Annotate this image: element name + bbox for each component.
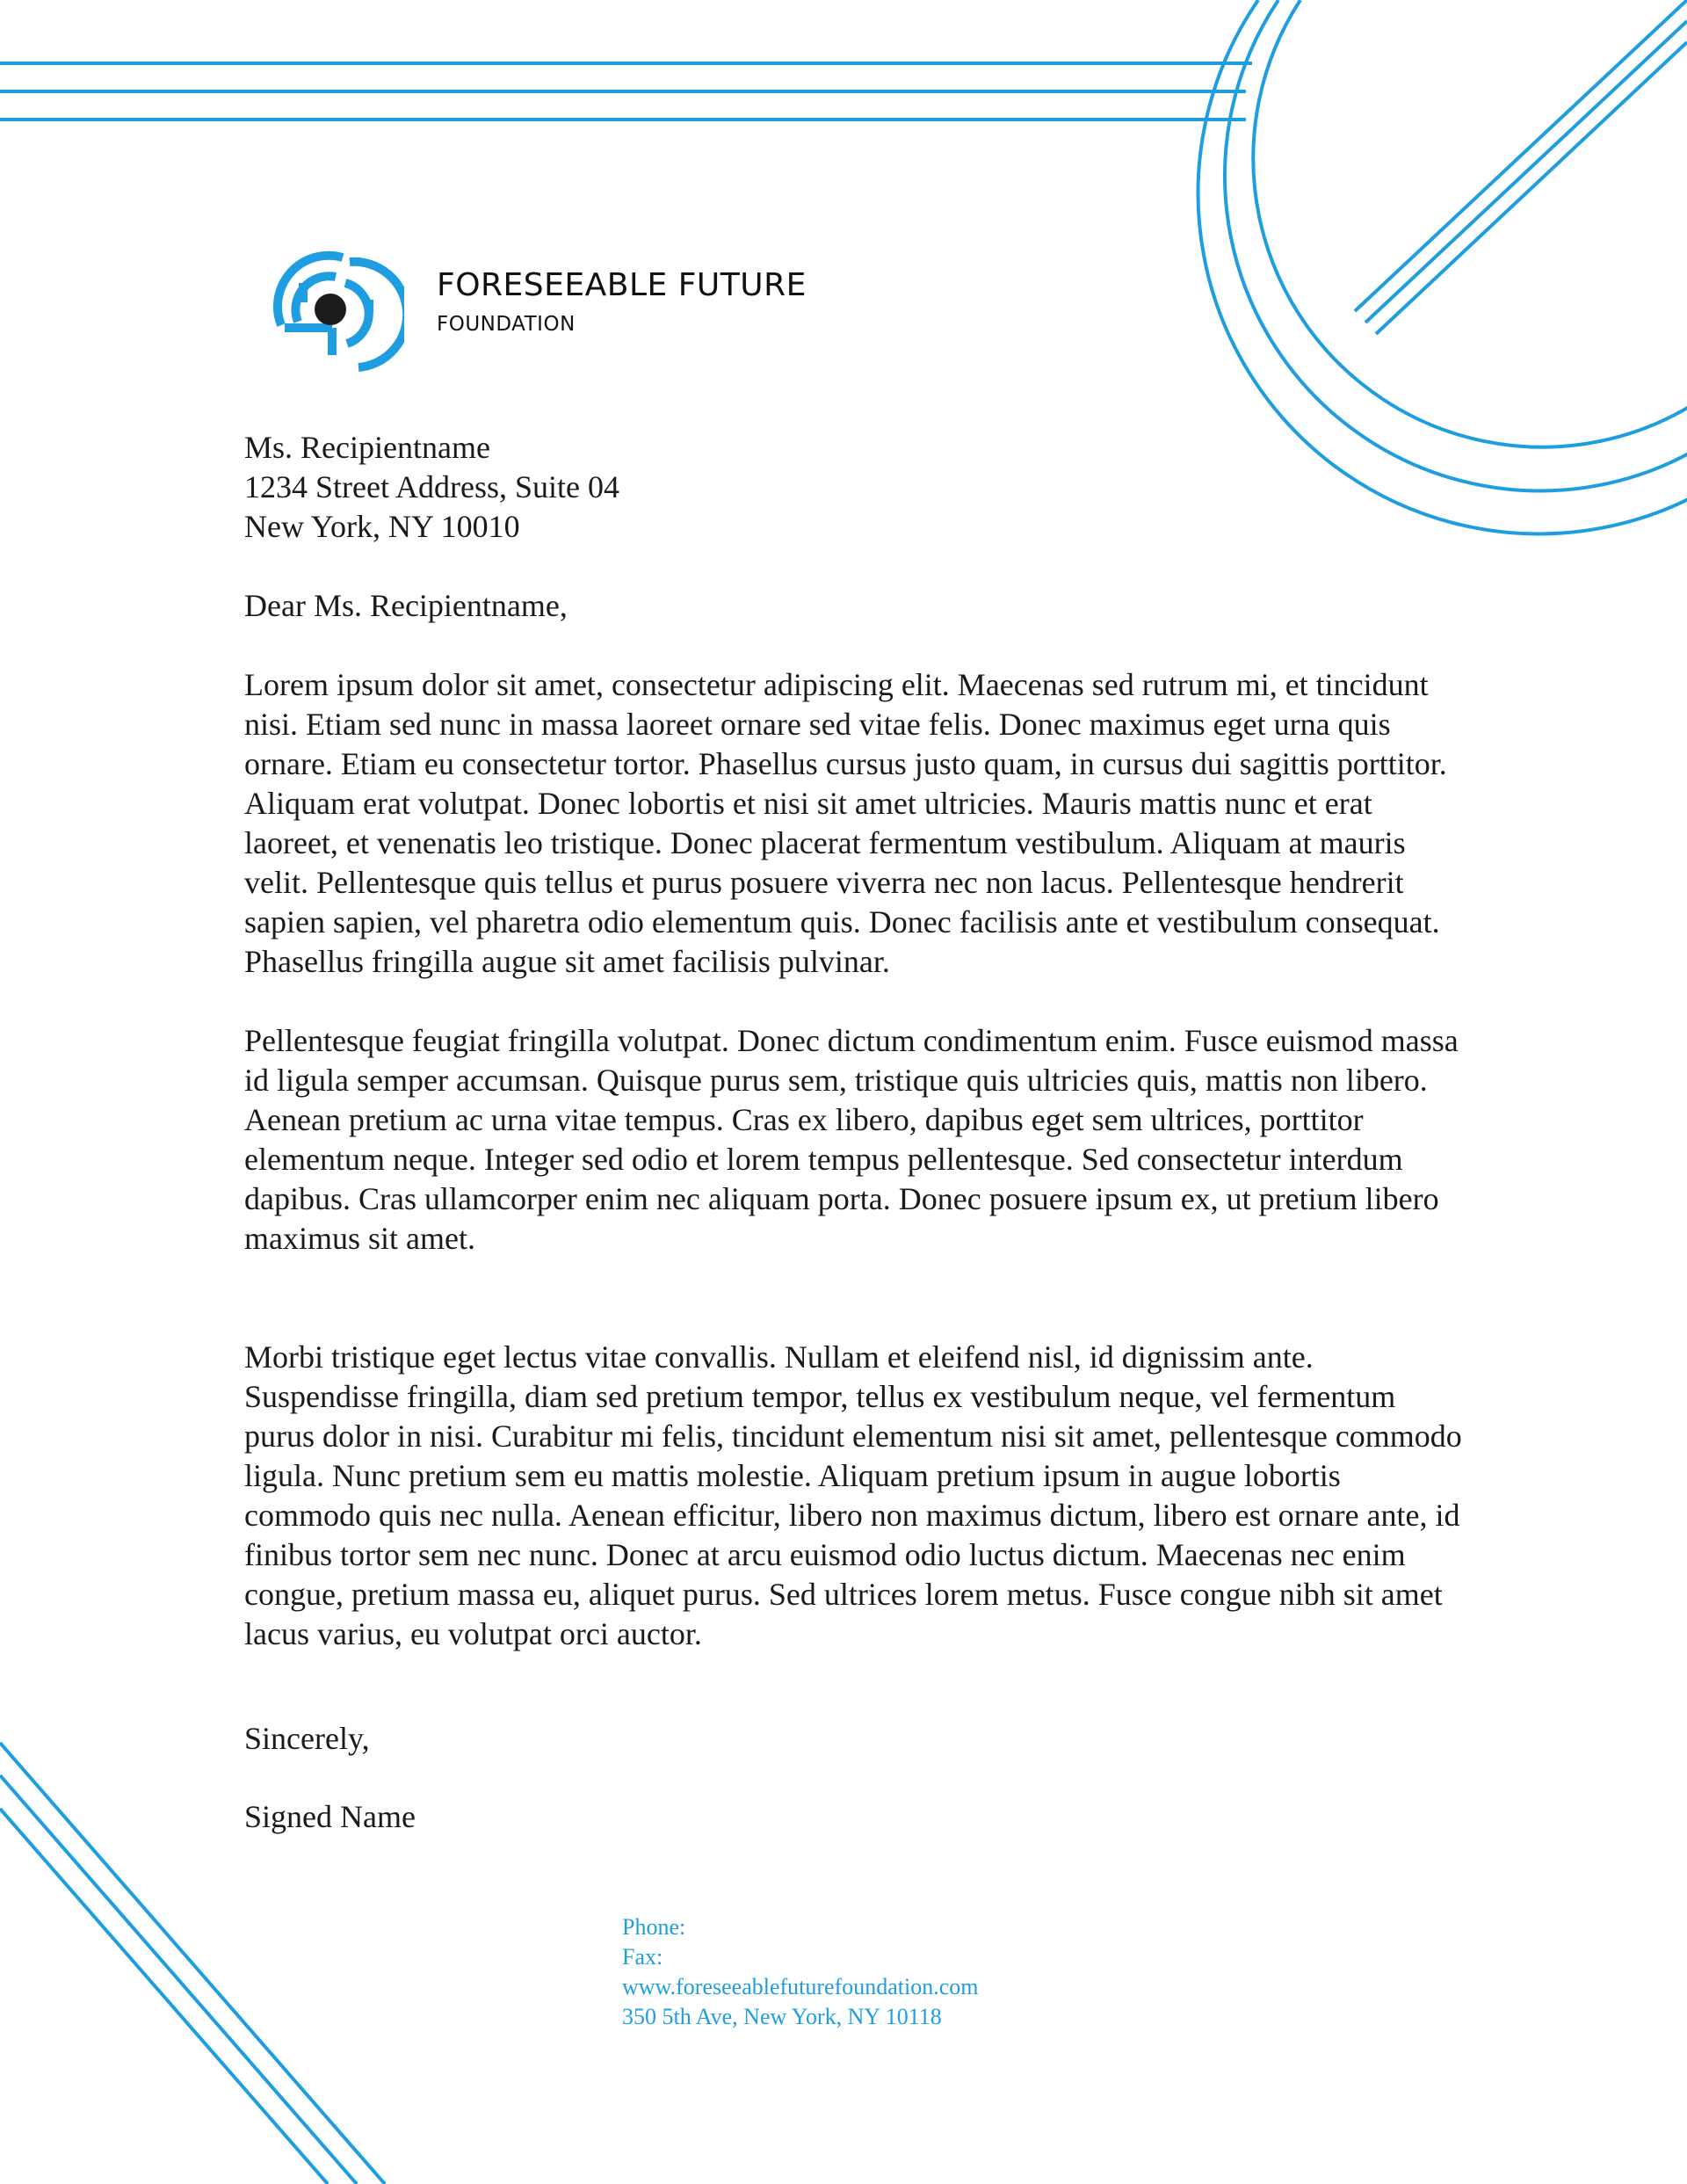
corner-diagonal-line	[1365, 21, 1687, 323]
corner-arc	[1253, 0, 1687, 447]
brand-name: FORESEEABLE FUTURE	[437, 267, 807, 303]
corner-diagonal-line	[1355, 0, 1687, 311]
brand-subtitle: FOUNDATION	[437, 313, 576, 336]
recipient-city: New York, NY 10010	[244, 509, 520, 544]
bottom-diagonal-line	[0, 1809, 328, 2184]
recipient-street: 1234 Street Address, Suite 04	[244, 469, 619, 504]
target-eye-logo	[264, 244, 404, 374]
footer-address: 350 5th Ave, New York, NY 10118	[622, 2004, 942, 2029]
footer-fax: Fax:	[622, 1944, 663, 1970]
recipient-address	[244, 428, 1466, 547]
recipient-name: Ms. Recipientname	[244, 430, 490, 465]
footer-website[interactable]: www.foreseeablefuturefoundation.com	[622, 1974, 979, 1999]
letter-body	[244, 428, 1466, 1837]
salutation: Dear Ms. Recipientname,	[244, 588, 568, 623]
body-paragraph: Lorem ipsum dolor sit amet, consectetur adipiscing elit. Maecenas sed rutrum mi, et tincidunt nisi. Etiam sed nunc in massa laoreet ornare sed vitae felis. Donec maximus eget urna quis ornare. Etiam eu consectetur tortor. Phasellus cursus justo quam, in cursus dui sagittis porttitor. Aliquam erat volutpat. Donec lobortis et nisi sit amet ultricies. Mauris mattis nunc et erat laoreet, et venenatis leo tristique. Donec placerat fermentum vestibulum. Aliquam at mauris velit. Pellentesque quis tellus et purus posuere viverra nec non lacus. Pellentesque hendrerit sapien sapien, vel pharetra odio elementum quis. Donec facilisis ante et vestibulum consequat. Phasellus fringilla augue sit amet facilisis pulvinar.	[244, 667, 1447, 979]
footer-phone: Phone:	[622, 1914, 686, 1940]
signature: Signed Name	[244, 1799, 416, 1834]
footer-contact	[622, 1912, 979, 2032]
corner-diagonal-line	[1376, 42, 1687, 334]
closing: Sincerely,	[244, 1721, 370, 1756]
body-paragraph: Morbi tristique eget lectus vitae convallis. Nullam et eleifend nisl, id dignissim ante. Suspendisse fringilla, diam sed pretium tempor, tellus ex vestibulum neque, vel fermentum purus dolor in nisi. Curabitur mi felis, tincidunt elementum nisi sit amet, pellentesque commodo ligula. Nunc pretium sem eu mattis molestie. Aliquam pretium ipsum in augue lobortis commodo quis nec nulla. Aenean efficitur, libero non maximus dictum, libero est ornare ante, id finibus tortor sem nec nunc. Donec at arcu euismod odio luctus dictum. Maecenas nec enim congue, pretium massa eu, aliquet purus. Sed ultrices lorem metus. Fusce congue nibh sit amet lacus varius, eu volutpat orci auctor.	[244, 1339, 1462, 1651]
body-paragraph: Pellentesque feugiat fringilla volutpat. Donec dictum condimentum enim. Fusce euismod massa id ligula semper accumsan. Quisque purus sem, tristique quis ultricies quis, mattis non libero. Aenean pretium ac urna vitae tempus. Cras ex libero, dapibus eget sem ultrices, porttitor elementum neque. Integer sed odio et lorem tempus pellentesque. Sed consectetur interdum dapibus. Cras ullamcorper enim nec aliquam porta. Donec posuere ipsum ex, ut pretium libero maximus sit amet.	[244, 1023, 1459, 1256]
corner-arc	[1225, 0, 1687, 490]
